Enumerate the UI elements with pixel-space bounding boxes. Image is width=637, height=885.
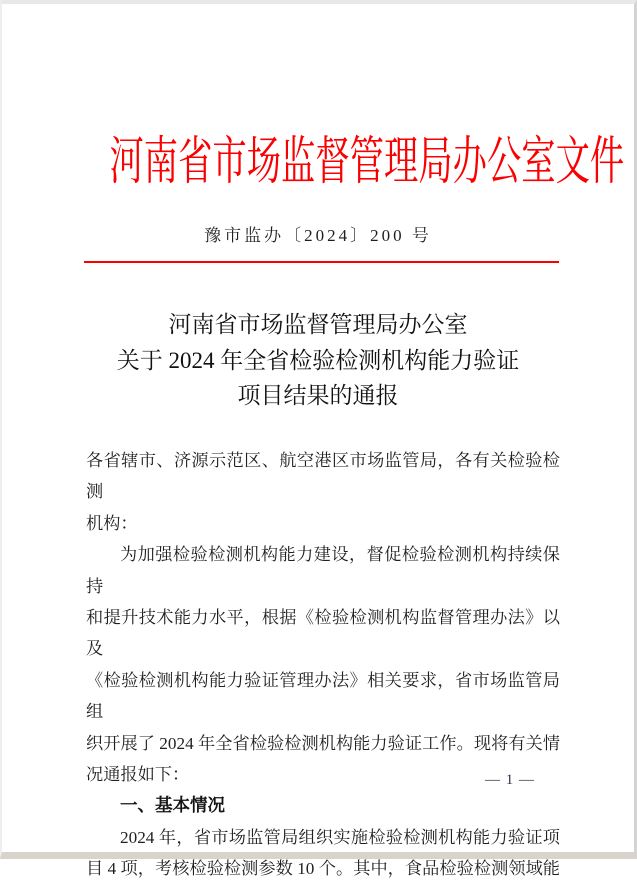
document-title xyxy=(2,307,634,414)
page-number: — 1 — xyxy=(485,772,535,788)
section-heading-basic-situation: 一、基本情况 xyxy=(120,795,225,816)
body-line-paragraph-1a: 为加强检验检测机构能力建设，督促检验检测机构持续保持 xyxy=(86,545,560,596)
document-title-line-2: 关于 2024 年全省检验检测机构能力验证 xyxy=(116,347,520,373)
document-number: 豫市监办〔2024〕200 号 xyxy=(204,226,432,245)
body-line-paragraph-1e: 况通报如下： xyxy=(86,765,190,785)
body-line-salutation-1: 各省辖市、济源示范区、航空港区市场监管局，各有关检验检测 xyxy=(86,451,560,502)
document-title-line-1: 河南省市场监督管理局办公室 xyxy=(168,312,468,337)
body-line-paragraph-2a: 2024 年，省市场监管局组织实施检验检测机构能力验证项 xyxy=(120,827,560,847)
red-divider-line xyxy=(84,261,559,263)
body-line-paragraph-1b: 和提升技术能力水平，根据《检验检测机构监督管理办法》以及 xyxy=(86,608,560,659)
document-body xyxy=(86,445,560,885)
document-masthead-title: 河南省市场监督管理局办公室文件 xyxy=(109,134,625,191)
document-title-line-3: 项目结果的通报 xyxy=(237,383,399,408)
body-line-paragraph-2b: 目 4 项，考核检验检测参数 10 个。其中，食品检验检测领域能 xyxy=(86,859,560,879)
body-line-paragraph-1c: 《检验检测机构能力验证管理办法》相关要求，省市场监管局组 xyxy=(86,670,560,722)
body-line-salutation-2: 机构： xyxy=(86,513,138,533)
body-line-paragraph-1d: 织开展了 2024 年全省检验检测机构能力验证工作。现将有关情 xyxy=(86,733,560,753)
